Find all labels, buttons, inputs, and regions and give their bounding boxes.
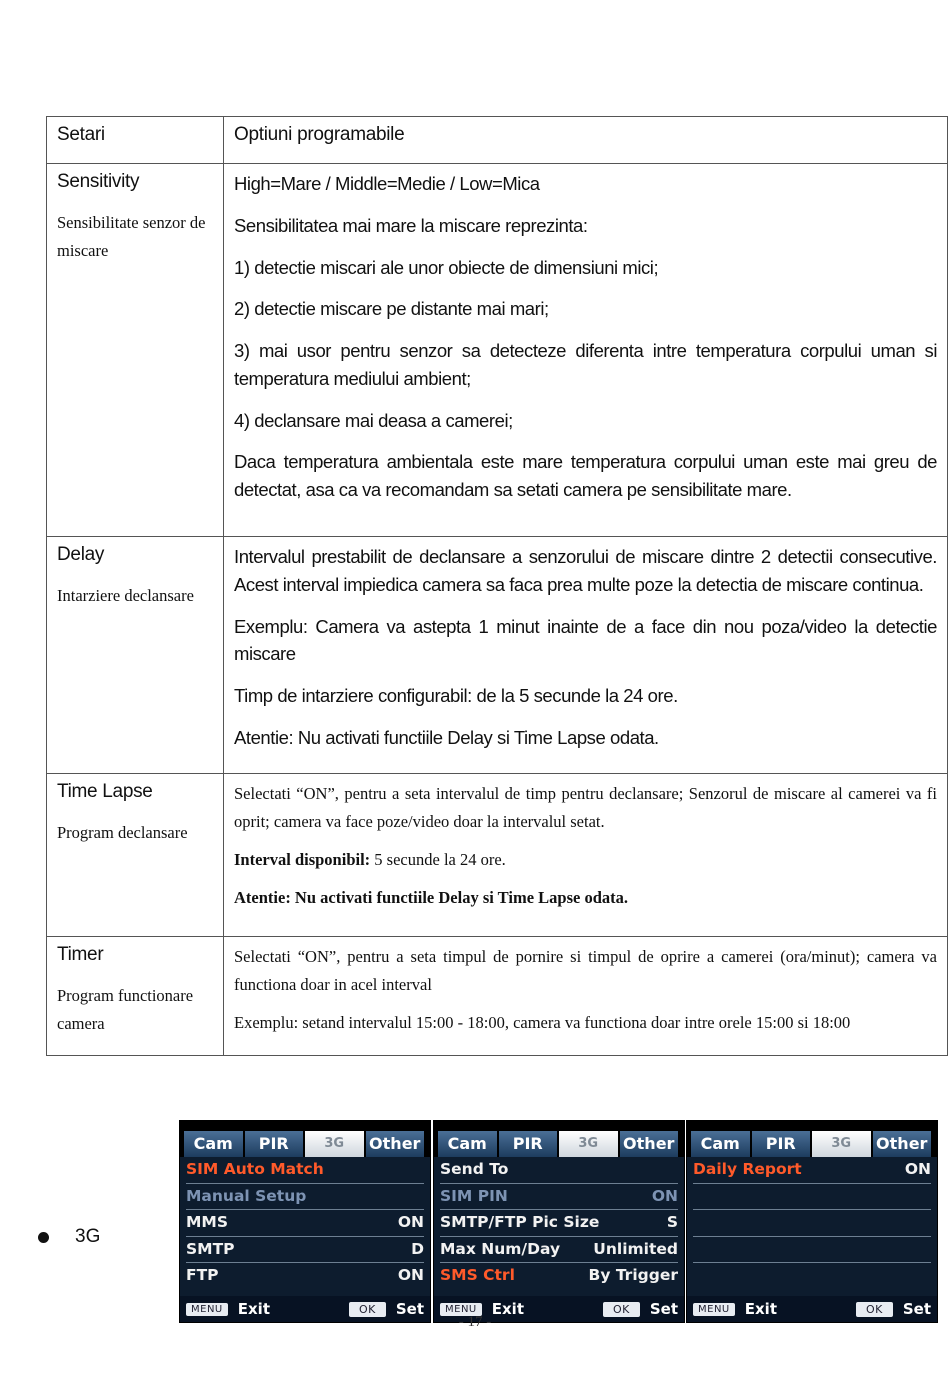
menu-item-empty <box>693 1210 931 1237</box>
ok-key[interactable]: OK <box>856 1302 893 1317</box>
bullet-3g <box>38 1226 100 1248</box>
table-row-timer <box>47 937 948 1056</box>
paragraph: 4) declansare mai deasa a camerei; <box>234 409 513 431</box>
setting-name-ro: Intarziere declansare <box>57 585 194 605</box>
setting-name: Delay <box>57 544 105 565</box>
tab-cam[interactable]: Cam <box>691 1131 752 1157</box>
menu-key[interactable]: MENU <box>186 1303 228 1316</box>
bullet-dot-icon <box>38 1232 49 1243</box>
paragraph: 2) detectie miscare pe distante mai mari; <box>234 298 549 320</box>
tab-cam[interactable]: Cam <box>438 1131 499 1157</box>
page-number: - 17 - <box>458 1314 492 1330</box>
setting-name: Sensitivity <box>57 171 140 192</box>
menu-item-mms[interactable]: MMS ON <box>186 1210 424 1237</box>
paragraph: Exemplu: Camera va astepta 1 minut inainte de a face din nou poza/video la detectie miscare <box>234 615 937 665</box>
table-row-delay <box>47 537 948 774</box>
paragraph: Daca temperatura ambientala este mare temperatura corpului uman este mai greu de detectat, asa ca va recomandam sa setati camera pe sensibilitate mare. <box>234 451 937 500</box>
paragraph: Selectati “ON”, pentru a seta timpul de pornire si timpul de oprire a camerei (ora/minut); camera va functiona doar in acel interval <box>234 947 937 995</box>
exit-label: Exit <box>237 1300 270 1318</box>
setting-name-ro: Sensibilitate senzor de miscare <box>57 212 206 260</box>
tab-3g[interactable]: 3G <box>559 1131 620 1157</box>
ok-key[interactable]: OK <box>603 1302 640 1317</box>
menu-tabs <box>687 1121 937 1157</box>
paragraph <box>234 846 937 874</box>
paragraph: 1) detectie miscari ale unor obiecte de dimensiuni mici; <box>234 256 659 278</box>
tab-other[interactable]: Other <box>366 1131 427 1157</box>
setting-name: Time Lapse <box>57 781 153 802</box>
settings-table <box>46 116 948 1056</box>
table-row-sensitivity <box>47 164 948 537</box>
menu-item-ftp[interactable]: FTP ON <box>186 1266 424 1285</box>
ok-key[interactable]: OK <box>349 1302 386 1317</box>
menu-item-sim-auto-match[interactable]: SIM Auto Match <box>186 1157 424 1184</box>
paragraph: Sensibilitatea mai mare la miscare reprezinta: <box>234 214 588 236</box>
paragraph: Atentie: Nu activati functiile Delay si Time Lapse odata. <box>234 726 659 748</box>
paragraph: Timp de intarziere configurabil: de la 5 secunde la 24 ore. <box>234 685 678 706</box>
bullet-label: 3G <box>75 1226 101 1247</box>
paragraph: Selectati “ON”, pentru a seta intervalul de timp pentru declansare; Senzorul de miscare al camerei va fi oprit; camera va face poze/video doar la intervalul setat. <box>234 784 937 832</box>
tab-pir[interactable]: PIR <box>245 1131 306 1157</box>
menu-screen-3 <box>686 1120 938 1323</box>
menu-item-manual-setup[interactable]: Manual Setup <box>186 1184 424 1211</box>
set-label: Set <box>649 1300 678 1318</box>
paragraph: Exemplu: setand intervalul 15:00 - 18:00, camera va functiona doar intre orele 15:00 si 18:00 <box>234 1013 851 1033</box>
menu-tabs <box>180 1121 430 1157</box>
paragraph: 3) mai usor pentru senzor sa detecteze diferenta intre temperatura corpului uman si temperatura mediului ambient; <box>234 340 937 389</box>
paragraph: High=Mare / Middle=Medie / Low=Mica <box>234 173 540 194</box>
tab-cam[interactable]: Cam <box>184 1131 245 1157</box>
header-setari: Setari <box>57 124 105 145</box>
menu-item-max-num-day[interactable]: Max Num/Day Unlimited <box>440 1237 678 1264</box>
tab-3g[interactable]: 3G <box>305 1131 366 1157</box>
menu-key[interactable]: MENU <box>440 1303 482 1316</box>
paragraph: Intervalul prestabilit de declansare a senzorului de miscare dintre 2 detectii consecutive. Acest interval impiedica camera sa faca prea multe poze la detectia de miscare continua. <box>234 546 937 595</box>
set-label: Set <box>902 1300 931 1318</box>
menu-key[interactable]: MENU <box>693 1303 735 1316</box>
table-row-time-lapse <box>47 774 948 937</box>
header-optiuni: Optiuni programabile <box>234 124 405 145</box>
tab-pir[interactable]: PIR <box>752 1131 813 1157</box>
tab-pir[interactable]: PIR <box>499 1131 560 1157</box>
set-label: Set <box>395 1300 424 1318</box>
table-header-row <box>47 117 948 164</box>
menu-screen-2 <box>433 1120 685 1323</box>
setting-name-ro: Program functionare camera <box>57 985 194 1033</box>
menu-tabs <box>434 1121 684 1157</box>
menu-item-empty <box>693 1263 931 1289</box>
setting-name: Timer <box>57 944 104 965</box>
paragraph: Atentie: Nu activati functiile Delay si Time Lapse odata. <box>234 888 628 908</box>
menu-item-empty <box>693 1237 931 1264</box>
menu-screen-1 <box>179 1120 431 1323</box>
menu-item-daily-report[interactable]: Daily Report ON <box>693 1157 931 1184</box>
menu-item-smtp[interactable]: SMTP D <box>186 1237 424 1264</box>
menu-item-sim-pin[interactable]: SIM PIN ON <box>440 1184 678 1211</box>
label-rest: 5 secunde la 24 ore. <box>370 850 506 870</box>
tab-other[interactable]: Other <box>620 1131 681 1157</box>
exit-label: Exit <box>491 1300 524 1318</box>
menu-item-send-to[interactable]: Send To <box>440 1157 678 1184</box>
menu-item-sms-ctrl[interactable]: SMS Ctrl By Trigger <box>440 1266 678 1285</box>
menu-item-empty <box>693 1184 931 1211</box>
setting-name-ro: Program declansare <box>57 822 188 842</box>
exit-label: Exit <box>744 1300 777 1318</box>
tab-other[interactable]: Other <box>873 1131 934 1157</box>
tab-3g[interactable]: 3G <box>812 1131 873 1157</box>
bold-label: Interval disponibil: <box>234 850 371 870</box>
menu-item-pic-size[interactable]: SMTP/FTP Pic Size S <box>440 1210 678 1237</box>
